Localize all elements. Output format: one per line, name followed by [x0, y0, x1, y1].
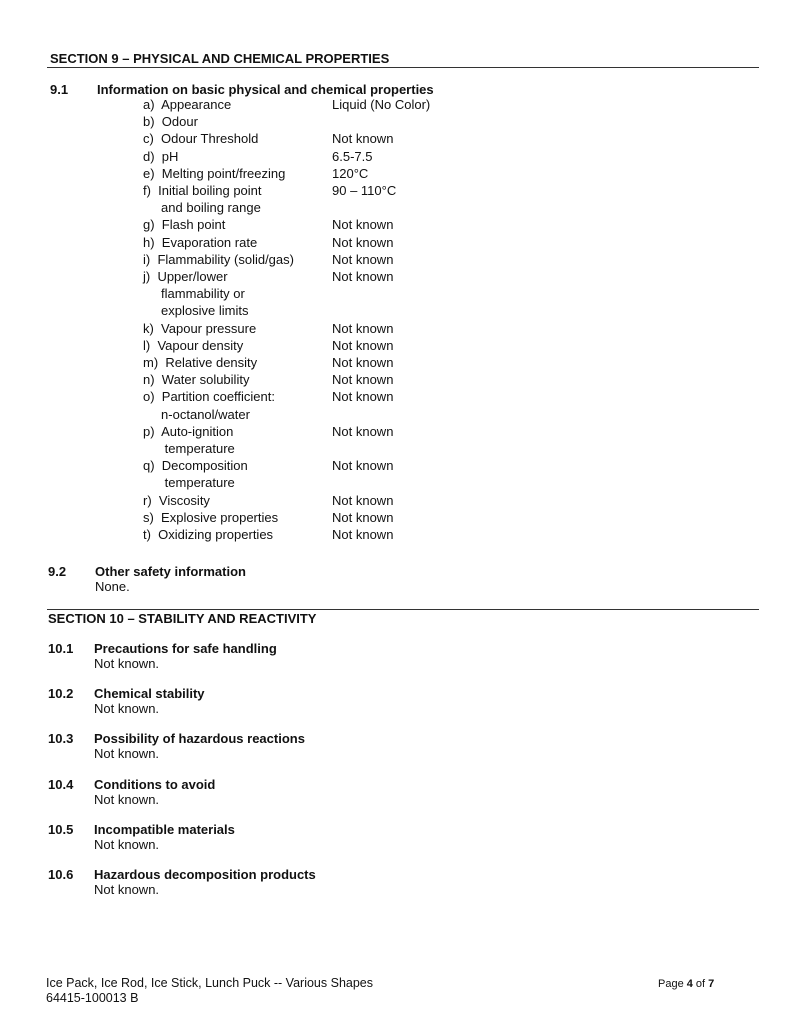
property-label: d) pH — [143, 148, 179, 164]
property-label: j) Upper/lower flammability or explosive limits — [143, 269, 249, 319]
property-value: Not known — [332, 217, 394, 233]
property-value: 6.5-7.5 — [332, 148, 373, 164]
section-10-rule — [47, 609, 759, 610]
subsection-body: Not known. — [94, 791, 160, 807]
subsection-body: Not known. — [94, 836, 160, 852]
subsection-body: Not known. — [94, 656, 160, 671]
property-label: p) Auto-ignition temperature — [143, 423, 235, 456]
page-total: 7 — [708, 978, 715, 990]
property-value: Not known — [332, 423, 394, 439]
subsection-9-2-number: 9.2 — [48, 564, 67, 579]
subsection-heading: Conditions to avoid — [94, 776, 216, 792]
subsection-number: 10.3 — [48, 731, 74, 747]
property-label: i) Flammability (solid/gas) — [143, 251, 294, 267]
subsection-body: Not known. — [94, 701, 160, 717]
property-label: b) Odour — [143, 114, 198, 130]
property-label: r) Viscosity — [143, 492, 210, 508]
subsection-body: Not known. — [94, 746, 160, 762]
page-of: of — [692, 978, 709, 990]
property-value: Not known — [332, 372, 394, 388]
footer-product-name: Ice Pack, Ice Rod, Ice Stick, Lunch Puck -- Various Shapes — [46, 976, 374, 990]
footer-product-code: 64415-100013 B — [46, 991, 139, 1005]
property-label: f) Initial boiling point and boiling range — [143, 183, 262, 216]
property-value: Not known — [332, 251, 394, 267]
subsection-number: 10.6 — [48, 867, 74, 882]
property-label: e) Melting point/freezing — [143, 165, 286, 181]
subsection-heading: Chemical stability — [94, 686, 205, 702]
page-number — [658, 978, 714, 990]
section-9-rule — [47, 67, 759, 68]
subsection-number: 10.2 — [48, 686, 74, 702]
property-label: k) Vapour pressure — [143, 320, 257, 336]
property-value: Not known — [332, 269, 394, 284]
property-label: t) Oxidizing properties — [143, 527, 274, 542]
property-label: m) Relative density — [143, 355, 258, 370]
subsection-body: Not known. — [94, 882, 160, 897]
subsection-9-1-number: 9.1 — [50, 82, 69, 97]
property-value: Not known — [332, 234, 394, 250]
property-label: a) Appearance — [143, 97, 232, 112]
subsection-heading: Possibility of hazardous reactions — [94, 731, 305, 747]
property-label: l) Vapour density — [143, 337, 244, 353]
property-label: g) Flash point — [143, 217, 226, 233]
property-label: c) Odour Threshold — [143, 131, 259, 147]
subsection-heading: Incompatible materials — [94, 821, 235, 837]
property-value: 90 – 110°C — [332, 183, 397, 198]
subsection-9-1-heading: Information on basic physical and chemical properties — [97, 82, 434, 97]
subsection-9-2-body: None. — [95, 579, 130, 594]
property-label: q) Decomposition temperature — [143, 458, 248, 491]
property-value: 120°C — [332, 165, 369, 181]
subsection-heading: Precautions for safe handling — [94, 641, 277, 656]
subsection-9-2-heading: Other safety information — [95, 564, 246, 579]
property-value: Not known — [332, 355, 394, 370]
property-value: Not known — [332, 509, 394, 525]
page-prefix: Page — [658, 978, 687, 990]
property-value: Not known — [332, 131, 394, 147]
property-value: Not known — [332, 389, 394, 405]
property-value: Not known — [332, 337, 394, 353]
property-value: Not known — [332, 320, 394, 336]
section-9-title: SECTION 9 – PHYSICAL AND CHEMICAL PROPERTIES — [50, 51, 390, 66]
subsection-number: 10.1 — [48, 641, 74, 656]
subsection-number: 10.5 — [48, 821, 74, 837]
page-current: 4 — [686, 978, 693, 990]
subsection-number: 10.4 — [48, 776, 74, 792]
section-10-title: SECTION 10 – STABILITY AND REACTIVITY — [48, 611, 317, 626]
property-label: n) Water solubility — [143, 372, 250, 388]
subsection-heading: Hazardous decomposition products — [94, 867, 316, 882]
property-value: Not known — [332, 527, 394, 542]
property-label: o) Partition coefficient: n-octanol/water — [143, 389, 275, 422]
property-value: Not known — [332, 492, 394, 508]
property-label: h) Evaporation rate — [143, 234, 258, 250]
property-value: Liquid (No Color) — [332, 97, 431, 112]
property-label: s) Explosive properties — [143, 509, 279, 525]
property-value: Not known — [332, 458, 394, 474]
